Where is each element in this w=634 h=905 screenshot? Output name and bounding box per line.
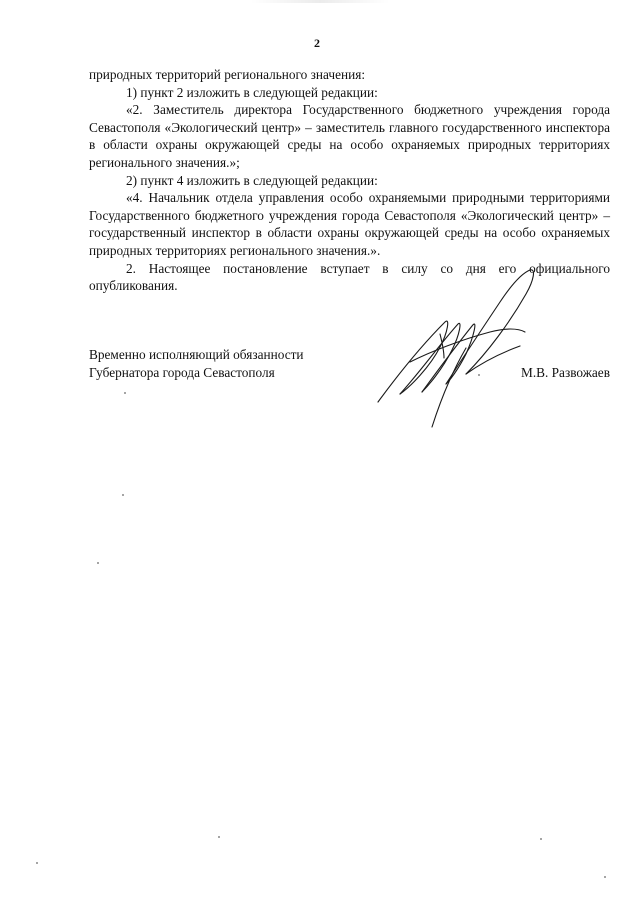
scan-speck bbox=[478, 374, 480, 376]
scan-speck bbox=[122, 494, 124, 496]
paragraph-quote-2: «2. Заместитель директора Государственного бюджетного учреждения города Севастополя «Экологический центр» – заместитель главного государственного инспектора в области охраны окружающей среды на особо охраняемых природных территориях регионального значения.»; bbox=[89, 102, 610, 170]
scan-speck bbox=[218, 836, 220, 838]
signatory-position bbox=[89, 346, 349, 381]
signatory-name: М.В. Развожаев bbox=[521, 365, 610, 380]
paragraph-item-1: 1) пункт 2 изложить в следующей редакции: bbox=[126, 84, 378, 100]
scan-speck bbox=[124, 392, 126, 394]
handwritten-signature bbox=[370, 262, 540, 432]
document-body bbox=[89, 66, 610, 295]
signatory-position-line-1: Временно исполняющий обязанности bbox=[89, 347, 304, 362]
scan-speck bbox=[604, 876, 606, 878]
signatory-position-line-2: Губернатора города Севастополя bbox=[89, 364, 275, 380]
scan-speck bbox=[36, 862, 38, 864]
paragraph-item-2: 2) пункт 4 изложить в следующей редакции: bbox=[126, 172, 378, 188]
paragraph-effective-date: 2. Настоящее постановление вступает в силу со дня его официального опубликования. bbox=[89, 260, 610, 294]
paragraph-quote-4: «4. Начальник отдела управления особо охраняемыми природными территориями Государственного бюджетного учреждения города Севастополя «Экологический центр» – государственный инспектор в области охраны окружающей среды на особо охраняемых природных территориях регионального значения.». bbox=[89, 190, 610, 258]
scan-edge-shadow bbox=[250, 0, 390, 3]
scan-speck bbox=[540, 838, 542, 840]
paragraph-continuation: природных территорий регионального значения: bbox=[89, 67, 366, 82]
scan-speck bbox=[97, 562, 99, 564]
page-number: 2 bbox=[314, 36, 320, 50]
